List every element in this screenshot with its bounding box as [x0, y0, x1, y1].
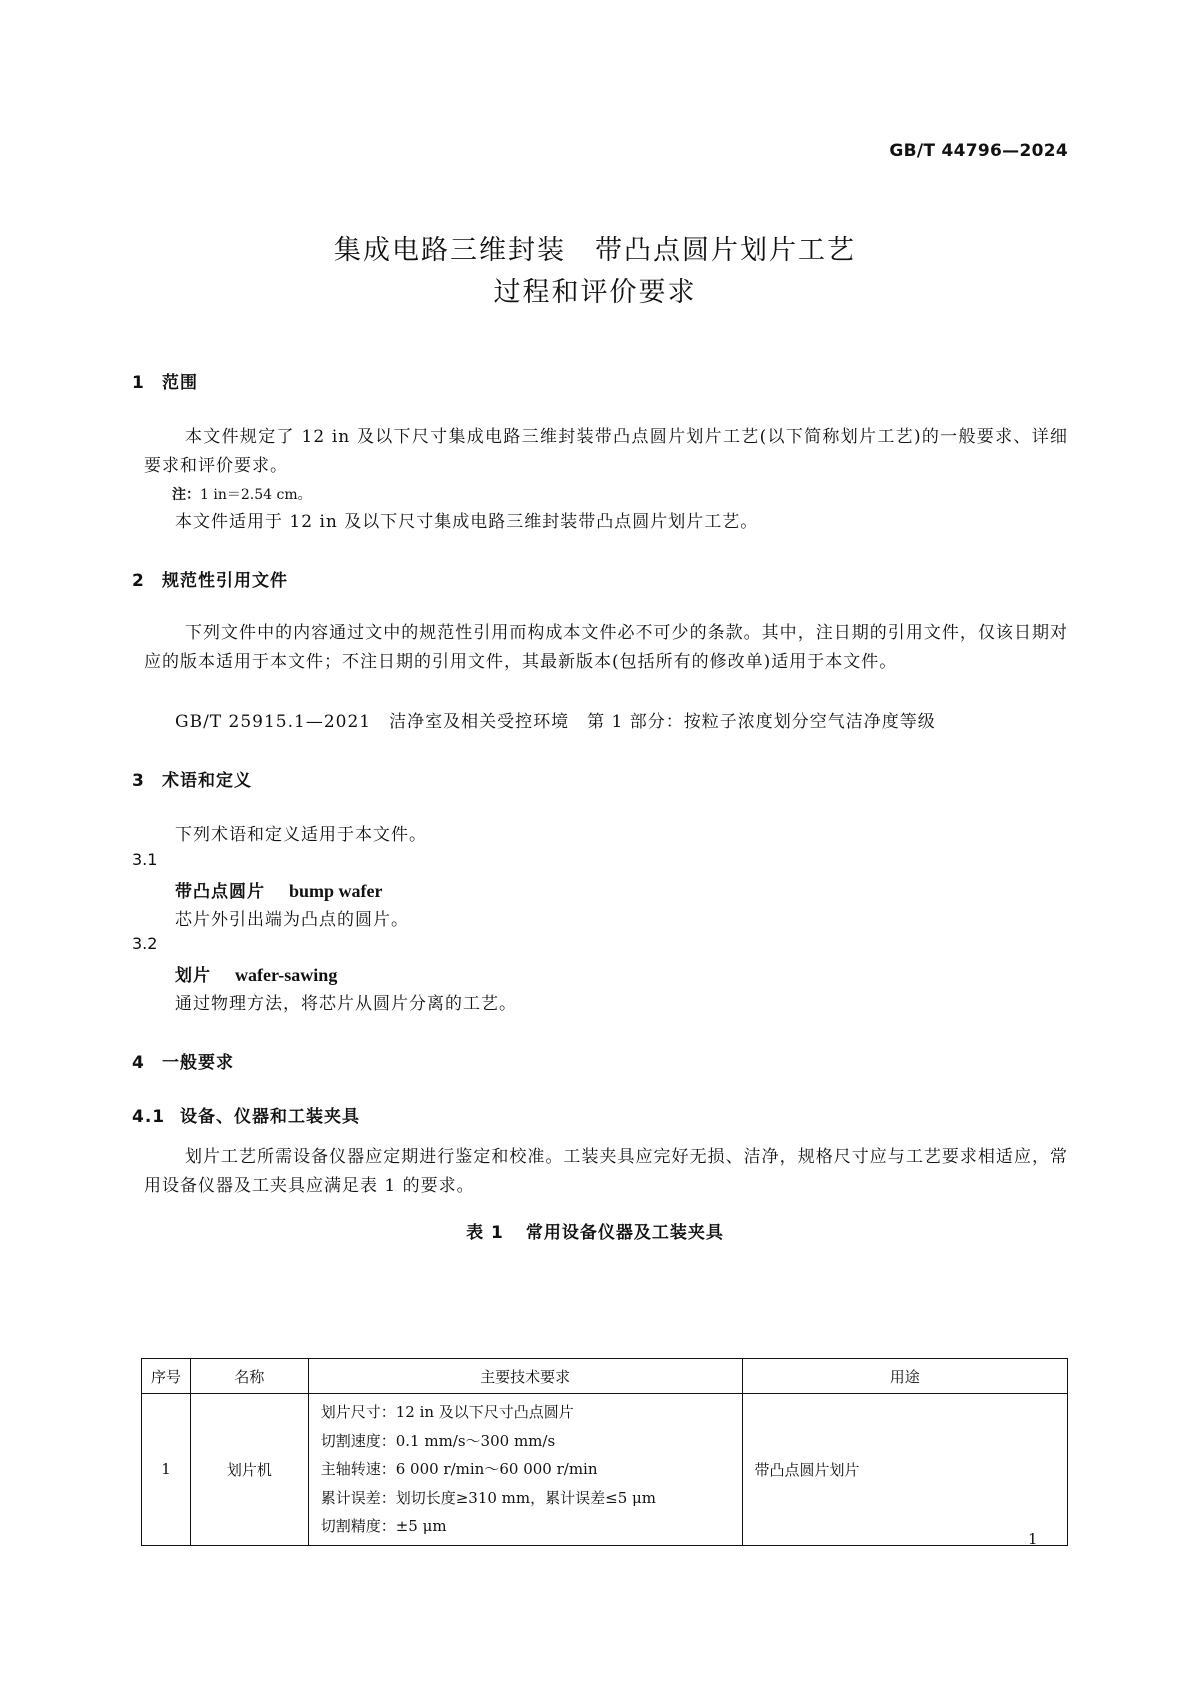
table-1-caption-text: 常用设备仪器及工装夹具 [525, 1223, 724, 1243]
table-header-row [142, 1359, 1068, 1394]
section-4-heading [132, 1048, 234, 1073]
term-number: 3.1 [132, 850, 158, 869]
table-1-caption [130, 1218, 1060, 1243]
title-line-2: 过程和评价要求 [493, 277, 697, 308]
requirement-line: 累计误差：划切长度≥310 mm，累计误差≤5 μm [320, 1488, 656, 1507]
term-definition: 通过物理方法，将芯片从圆片分离的工艺。 [175, 994, 517, 1014]
scope-paragraph-1: 本文件规定了 12 in 及以下尺寸集成电路三维封装带凸点圆片划片工艺(以下简称划片工艺)的一般要求、详细要求和评价要求。 [144, 427, 1068, 476]
term-title [175, 877, 383, 902]
term-en: wafer-sawing [235, 965, 338, 985]
term-definition: 芯片外引出端为凸点的圆片。 [175, 910, 409, 930]
section-1-heading [132, 368, 198, 393]
note-text: 1 in＝2.54 cm。 [200, 487, 312, 503]
table-header-cell: 用途 [742, 1359, 1067, 1394]
section-3-number: 3 [132, 771, 145, 791]
table-header-cell: 序号 [142, 1359, 191, 1394]
section-4-1-heading [132, 1102, 360, 1127]
term-zh: 划片 [175, 966, 211, 986]
page-number: 1 [1028, 1530, 1038, 1548]
scope-paragraph-2: 本文件适用于 12 in 及以下尺寸集成电路三维封装带凸点圆片划片工艺。 [175, 512, 759, 532]
equipment-paragraph: 划片工艺所需设备仪器应定期进行鉴定和校准。工装夹具应完好无损、洁净，规格尺寸应与工艺要求相适应，常用设备仪器及工夹具应满足表 1 的要求。 [144, 1147, 1068, 1196]
equipment-table [141, 1358, 1068, 1546]
title-line-1: 集成电路三维封装 带凸点圆片划片工艺 [334, 235, 856, 266]
section-3-heading [132, 766, 252, 791]
table-cell-use: 带凸点圆片划片 [742, 1394, 1067, 1546]
terms-intro: 下列术语和定义适用于本文件。 [175, 825, 427, 845]
section-2-title: 规范性引用文件 [162, 571, 288, 591]
section-4-number: 4 [132, 1053, 145, 1073]
normative-references-paragraph: 下列文件中的内容通过文中的规范性引用而构成本文件必不可少的条款。其中，注日期的引用文件，仅该日期对应的版本适用于本文件；不注日期的引用文件，其最新版本(包括所有的修改单)适用于本文件。 [144, 623, 1068, 672]
requirement-line: 切割精度：±5 μm [320, 1517, 447, 1535]
section-1-title: 范围 [162, 373, 198, 393]
table-header-cell: 名称 [190, 1359, 308, 1394]
section-4-1-number: 4.1 [132, 1107, 166, 1127]
requirement-line: 切割速度：0.1 mm/s～300 mm/s [320, 1431, 556, 1450]
term-en: bump wafer [289, 881, 383, 901]
term-title [175, 961, 337, 986]
table-1-caption-number: 表 1 [466, 1223, 504, 1243]
table-cell-name: 划片机 [190, 1394, 308, 1546]
section-4-1-title: 设备、仪器和工装夹具 [180, 1107, 360, 1127]
section-3-title: 术语和定义 [162, 771, 252, 791]
section-2-heading [132, 566, 288, 591]
table-cell-requirements [308, 1394, 742, 1546]
term-number: 3.2 [132, 934, 158, 953]
note-label: 注： [172, 487, 200, 503]
table-cell-seq: 1 [142, 1394, 191, 1546]
requirement-line: 主轴转速：6 000 r/min～60 000 r/min [320, 1460, 598, 1478]
scope-note [172, 484, 312, 504]
document-id: GB/T 44796—2024 [889, 141, 1068, 161]
section-4-title: 一般要求 [162, 1053, 234, 1073]
table-header-cell: 主要技术要求 [308, 1359, 742, 1394]
table-row [142, 1394, 1068, 1546]
term-zh: 带凸点圆片 [175, 882, 265, 902]
section-2-number: 2 [132, 571, 145, 591]
section-1-number: 1 [132, 373, 145, 393]
reference-entry: GB/T 25915.1—2021 洁净室及相关受控环境 第 1 部分：按粒子浓度划分空气洁净度等级 [175, 712, 936, 732]
requirement-line: 划片尺寸：12 in 及以下尺寸凸点圆片 [320, 1403, 574, 1421]
